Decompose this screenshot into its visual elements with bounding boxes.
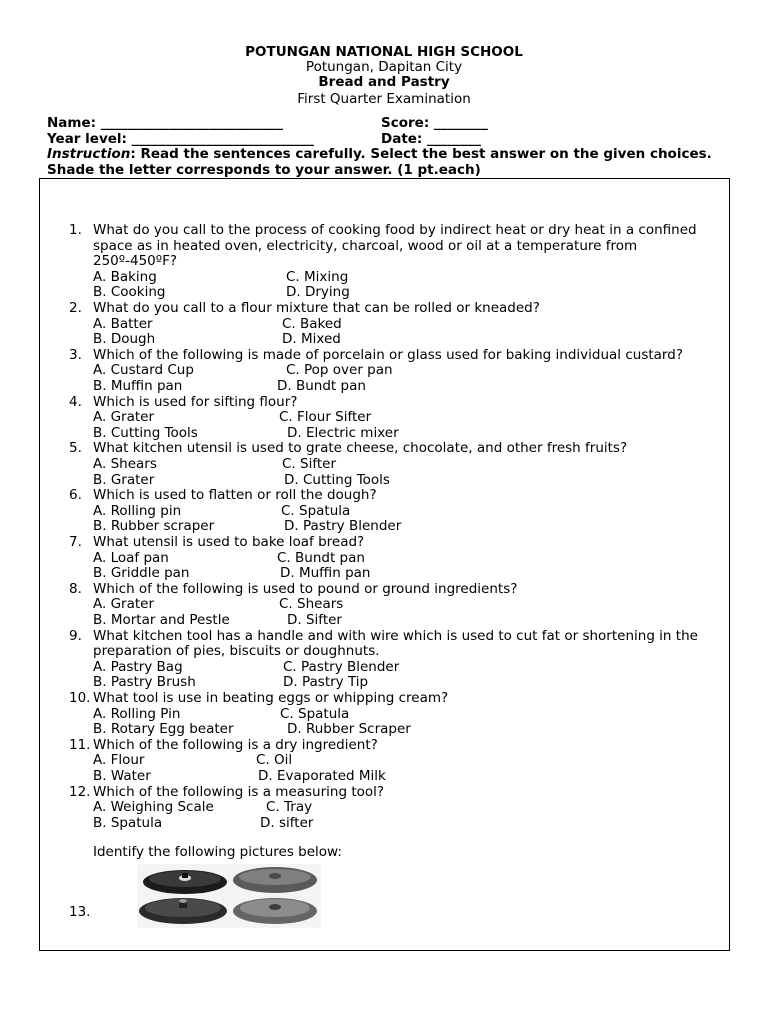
school-location: Potungan, Dapitan City [305, 59, 463, 75]
option-b[interactable]: B. Cutting Tools [93, 424, 198, 441]
option-c[interactable]: C. Sifter [282, 456, 336, 472]
option-c[interactable]: C. Oil [256, 752, 293, 769]
bundt-pan-illustration [137, 864, 321, 928]
option-a[interactable]: A. Weighing Scale [93, 799, 214, 816]
option-d[interactable]: D. Evaporated Milk [258, 768, 386, 784]
name-field: Name: ___________________________ [47, 115, 283, 131]
question-text: What kitchen tool has a handle and with wire which is used to cut fat or shortening in the preparation of pies, biscuits or doughnuts. [93, 627, 698, 660]
question-text: What tool is use in beating eggs or whipping cream? [93, 690, 449, 706]
option-d[interactable]: D. Bundt pan [277, 378, 366, 394]
question-number: 1. [69, 222, 82, 238]
option-c[interactable]: C. Bundt pan [277, 549, 365, 566]
option-d[interactable]: D. sifter [260, 814, 314, 831]
question-number: 2. [69, 300, 82, 316]
option-b[interactable]: B. Griddle pan [93, 565, 190, 582]
option-b[interactable]: B. Water [93, 768, 151, 784]
option-d[interactable]: D. Mixed [282, 331, 341, 348]
question-number: 9. [69, 627, 82, 644]
option-b[interactable]: B. Mortar and Pestle [93, 612, 230, 628]
question-number: 11. [69, 736, 91, 753]
question-number: 8. [69, 580, 82, 597]
question-text: Which is used to flatten or roll the dough? [93, 487, 377, 504]
option-c[interactable]: C. Baked [282, 315, 342, 332]
option-b[interactable]: B. Grater [93, 471, 155, 488]
option-a[interactable]: A. Custard Cup [93, 362, 194, 379]
question-text: Which of the following is a dry ingredient? [93, 736, 378, 753]
instruction-label: Instruction [47, 146, 131, 162]
option-d[interactable]: D. Rubber Scraper [287, 721, 411, 738]
option-a[interactable]: A. Grater [93, 596, 155, 613]
option-a[interactable]: A. Grater [93, 409, 155, 426]
option-c[interactable]: C. Pop over pan [286, 362, 393, 379]
bundt-pan-pictures [137, 864, 321, 928]
question-number: 3. [69, 346, 82, 363]
question-number: 4. [69, 393, 82, 410]
option-d[interactable]: D. Pastry Blender [284, 518, 402, 535]
option-c[interactable]: C. Mixing [286, 268, 349, 285]
option-a[interactable]: A. Batter [93, 315, 153, 332]
question-number: 6. [69, 487, 82, 504]
question-number: 12. [69, 783, 91, 800]
question-text: Which of the following is used to pound or ground ingredients? [93, 580, 518, 597]
option-b[interactable]: B. Cooking [93, 284, 166, 301]
option-c[interactable]: C. Spatula [280, 705, 350, 722]
option-c[interactable]: C. Spatula [281, 502, 351, 519]
question-text: What do you call to a flour mixture that can be rolled or kneaded? [93, 300, 540, 316]
question-text: Which is used for sifting flour? [93, 393, 298, 410]
option-a[interactable]: A. Loaf pan [93, 549, 169, 566]
question-text: What utensil is used to bake loaf bread? [93, 534, 365, 550]
option-a[interactable]: A. Rolling Pin [93, 705, 181, 722]
question-number: 10. [69, 690, 91, 706]
exam-title: First Quarter Examination [297, 91, 471, 107]
option-c[interactable]: C. Tray [266, 799, 313, 816]
instruction-text: : Read the sentences carefully. Select the best answer on the given choices. Shade the letter corresponds to your answer. (1 pt.each) [47, 146, 712, 178]
school-name: POTUNGAN NATIONAL HIGH SCHOOL [245, 44, 523, 60]
option-b[interactable]: B. Rubber scraper [93, 518, 215, 535]
option-a[interactable]: A. Rolling pin [93, 502, 182, 519]
option-d[interactable]: D. Sifter [287, 612, 342, 628]
option-d[interactable]: D. Cutting Tools [284, 471, 390, 488]
option-c[interactable]: C. Flour Sifter [279, 409, 372, 426]
option-c[interactable]: C. Shears [279, 596, 344, 613]
option-b[interactable]: B. Rotary Egg beater [93, 721, 234, 738]
question-13-number: 13. [69, 904, 91, 920]
option-c[interactable]: C. Pastry Blender [283, 658, 400, 675]
score-field: Score: ________ [381, 115, 488, 131]
date-field: Date: ________ [381, 131, 482, 147]
option-b[interactable]: B. Dough [93, 331, 156, 348]
question-number: 5. [69, 440, 82, 457]
option-b[interactable]: B. Spatula [93, 814, 163, 831]
option-a[interactable]: A. Shears [93, 456, 157, 472]
year-level-field: Year level: ___________________________ [47, 131, 314, 147]
option-b[interactable]: B. Pastry Brush [93, 674, 196, 691]
subject-title: Bread and Pastry [318, 74, 450, 90]
question-text: What kitchen utensil is used to grate cheese, chocolate, and other fresh fruits? [93, 440, 628, 457]
instruction [47, 147, 737, 178]
option-a[interactable]: A. Baking [93, 268, 157, 285]
question-text: What do you call to the process of cooking food by indirect heat or dry heat in a confined space as in heated oven, electricity, charcoal, wood or oil at a temperature from 250º-450ºF? [93, 222, 697, 269]
option-d[interactable]: D. Electric mixer [287, 424, 399, 441]
option-d[interactable]: D. Muffin pan [280, 565, 371, 582]
question-text: Which of the following is a measuring tool? [93, 783, 385, 800]
option-b[interactable]: B. Muffin pan [93, 378, 183, 394]
option-d[interactable]: D. Drying [286, 284, 350, 301]
option-a[interactable]: A. Flour [93, 752, 145, 769]
option-a[interactable]: A. Pastry Bag [93, 658, 183, 675]
identify-instruction: Identify the following pictures below: [93, 844, 342, 860]
option-d[interactable]: D. Pastry Tip [283, 674, 369, 691]
question-number: 7. [69, 534, 82, 550]
question-text: Which of the following is made of porcelain or glass used for baking individual custard? [93, 346, 683, 363]
